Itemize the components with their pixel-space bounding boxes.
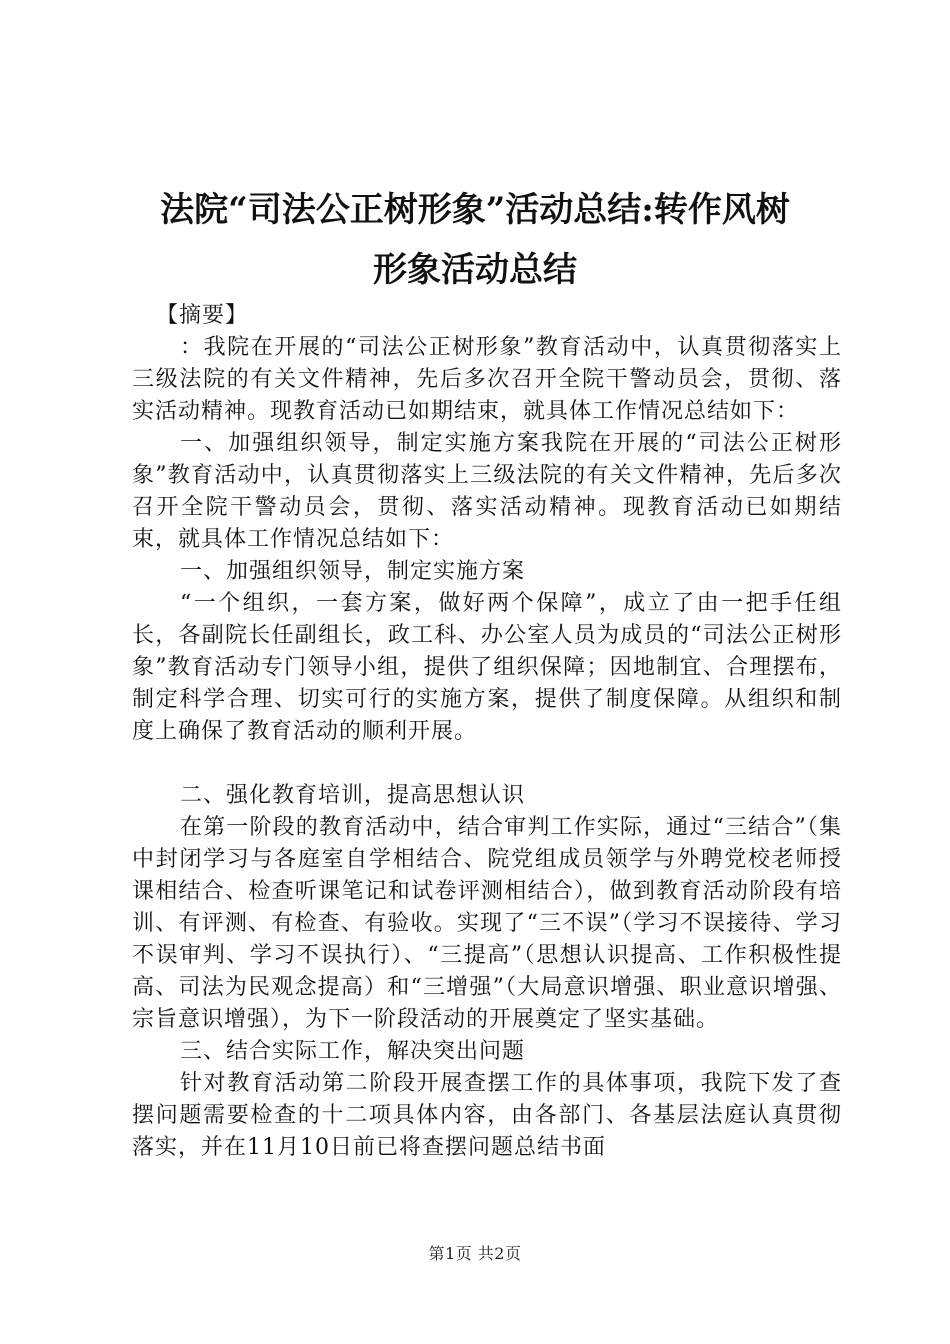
document-title-line-1: 法院“司法公正树形象”活动总结:转作风树: [160, 190, 790, 230]
body-paragraph: 针对教育活动第二阶段开展查摆工作的具体事项，我院下发了查摆问题需要检查的十二项具体内容，由各部门、各基层法庭认真贯彻落实，并在11月10日前已将查摆问题总结书面: [132, 1071, 842, 1160]
body-paragraph: 一、加强组织领导，制定实施方案我院在开展的“司法公正树形象”教育活动中，认真贯彻落实上三级法院的有关文件精神，先后多次召开全院干警动员会，贯彻、落实活动精神。现教育活动已如期结束，就具体工作情况总结如下：: [132, 431, 842, 552]
section-heading: 一、加强组织领导，制定实施方案: [180, 559, 526, 584]
section-heading: 三、结合实际工作，解决突出问题: [180, 1039, 526, 1064]
abstract-heading: 【摘要】: [156, 303, 249, 328]
abstract-paragraph: ：我院在开展的“司法公正树形象”教育活动中，认真贯彻落实上三级法院的有关文件精神，先后多次召开全院干警动员会，贯彻、落实活动精神。现教育活动已如期结束，就具体工作情况总结如下：: [132, 335, 842, 424]
section-heading: 二、强化教育培训，提高思想认识: [180, 783, 526, 808]
paragraph-spacer: [132, 748, 842, 780]
document-body: [132, 300, 842, 1164]
body-paragraph: 在第一阶段的教育活动中，结合审判工作实际，通过“三结合”（集中封闭学习与各庭室自学相结合、院党组成员领学与外聘党校老师授课相结合、检查听课笔记和试卷评测相结合），做到教育活动阶段有培训、有评测、有检查、有验收。实现了“三不误”（学习不误接待、学习不误审判、学习不误执行）、“三提高”（思想认识提高、工作积极性提高、司法为民观念提高）和“三增强”（大局意识增强、职业意识增强、宗旨意识增强），为下一阶段活动的开展奠定了坚实基础。: [132, 815, 842, 1032]
page-footer: 第1页 共2页: [428, 1244, 522, 1263]
document-title-line-2: 形象活动总结: [373, 250, 577, 290]
body-paragraph: “一个组织，一套方案，做好两个保障”，成立了由一把手任组长，各副院长任副组长，政工科、办公室人员为成员的“司法公正树形象”教育活动专门领导小组，提供了组织保障；因地制宜、合理摆布，制定科学合理、切实可行的实施方案，提供了制度保障。从组织和制度上确保了教育活动的顺利开展。: [132, 591, 842, 744]
